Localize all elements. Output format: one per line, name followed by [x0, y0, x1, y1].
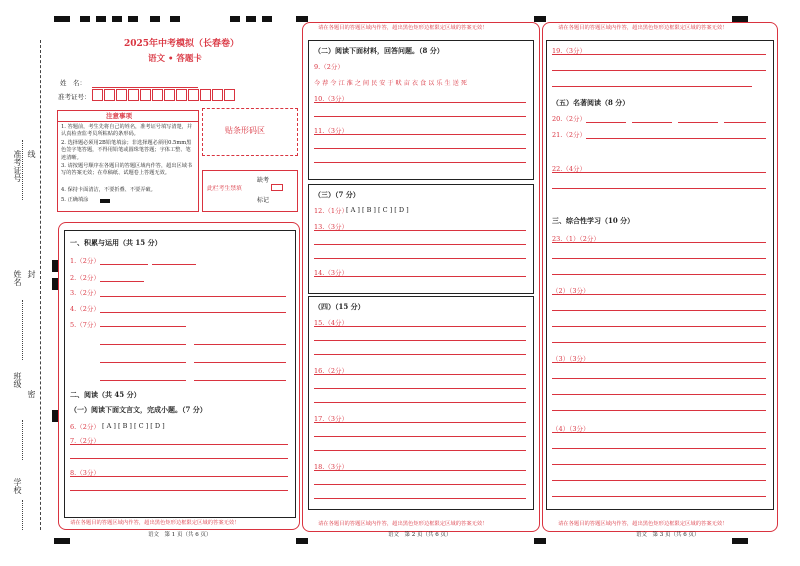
answer-line[interactable]: [70, 458, 288, 459]
exam-no-cell[interactable]: [116, 89, 127, 101]
section-title: （四）（15 分）: [314, 302, 365, 311]
question-19: 19.（3分）: [552, 47, 586, 55]
region-warning: 请在各题目的答题区域内作答，超出黑色矩形边框限定区域的答案无效！: [318, 25, 488, 31]
registration-mark: [54, 16, 70, 22]
question-18: 18.（3分）: [314, 463, 348, 471]
question-17: 17.（3分）: [314, 415, 348, 423]
blank-line: [22, 420, 23, 460]
answer-line[interactable]: [552, 394, 766, 395]
exam-no-grid[interactable]: [92, 89, 242, 101]
answer-line[interactable]: [552, 448, 766, 449]
answer-line[interactable]: [100, 312, 286, 313]
answer-line[interactable]: [70, 444, 288, 445]
answer-line[interactable]: [314, 326, 526, 327]
question-15: 15.（4分）: [314, 319, 348, 327]
answer-frame: [546, 40, 774, 510]
answer-line[interactable]: [70, 476, 288, 477]
name-label: 姓 名：: [60, 79, 86, 87]
side-line: 线: [27, 150, 36, 158]
answer-line[interactable]: [586, 138, 766, 139]
question-21: 21.（2分）: [552, 131, 586, 139]
answer-line[interactable]: [552, 464, 766, 465]
exam-no-cell[interactable]: [188, 89, 199, 101]
answer-line[interactable]: [552, 294, 766, 295]
blank-line: [22, 500, 23, 530]
answer-line[interactable]: [552, 362, 766, 363]
registration-mark: [230, 16, 240, 22]
page-footer: 语文 第 3 页（共 6 页）: [636, 532, 700, 538]
exam-no-cell[interactable]: [200, 89, 211, 101]
answer-line[interactable]: [314, 402, 526, 403]
question-2: 2.（2分）: [70, 274, 100, 282]
answer-line[interactable]: [314, 484, 526, 485]
answer-line[interactable]: [314, 244, 526, 245]
notice-divider: [58, 121, 198, 122]
answer-line[interactable]: [314, 162, 526, 163]
region-warning: 请在各题目的答题区域内作答，超出黑色矩形边框限定区域的答案无效！: [558, 521, 728, 527]
section-title: 一、积累与运用（共 15 分）: [70, 238, 162, 247]
answer-line[interactable]: [314, 148, 526, 149]
answer-line[interactable]: [314, 470, 526, 471]
barcode-area: [202, 108, 298, 156]
exam-no-cell[interactable]: [140, 89, 151, 101]
question-10: 10.（3分）: [314, 95, 348, 103]
answer-line[interactable]: [100, 344, 186, 345]
question-11: 11.（3分）: [314, 127, 348, 135]
name-field[interactable]: [92, 87, 198, 88]
notice-box: [57, 110, 199, 212]
answer-line[interactable]: [552, 378, 766, 379]
answer-line[interactable]: [100, 362, 186, 363]
answer-line[interactable]: [552, 242, 766, 243]
answer-line[interactable]: [100, 380, 186, 381]
answer-line[interactable]: [314, 498, 526, 499]
blank-line: [22, 140, 23, 200]
registration-mark: [170, 16, 180, 22]
answer-line[interactable]: [552, 188, 766, 189]
registration-mark: [732, 538, 748, 544]
answer-line[interactable]: [724, 122, 766, 123]
registration-mark: [534, 538, 546, 544]
answer-line[interactable]: [552, 70, 766, 71]
question-23-4: （4）（3分）: [552, 425, 590, 433]
binding-line: [40, 40, 41, 530]
question-8: 8.（3分）: [70, 469, 100, 477]
answer-line[interactable]: [552, 54, 766, 55]
answer-line[interactable]: [194, 362, 286, 363]
exam-no-cell[interactable]: [224, 89, 235, 101]
question-14: 14.（3分）: [314, 269, 348, 277]
registration-mark: [112, 16, 122, 22]
answer-line[interactable]: [552, 326, 766, 327]
exam-no-cell[interactable]: [212, 89, 223, 101]
section-title: 三、综合性学习（10 分）: [552, 216, 635, 225]
registration-mark: [262, 16, 272, 22]
side-exam-no: 准考证号: [13, 150, 22, 182]
answer-line[interactable]: [314, 340, 526, 341]
question-12: 12.（1分）: [314, 207, 348, 215]
registration-mark: [296, 16, 308, 22]
notice-item: 2. 选择题必须用2B铅笔填涂；非选择题必须用0.5mm黑色签字笔答题，不得用铅笔或圆珠笔答题；字体工整、笔迹清晰。: [61, 140, 192, 161]
exam-no-cell[interactable]: [92, 89, 103, 101]
side-seal: 封: [27, 270, 36, 278]
answer-line[interactable]: [552, 172, 766, 173]
answer-line[interactable]: [586, 122, 626, 123]
fill-sample: [100, 199, 110, 203]
question-6: 6.（2分）: [70, 423, 100, 431]
registration-mark: [80, 16, 90, 22]
absent-mark-label-2: 标记: [257, 197, 270, 204]
answer-line[interactable]: [70, 490, 288, 491]
answer-line[interactable]: [314, 422, 526, 423]
registration-mark: [128, 16, 138, 22]
question-1: 1.（2分）: [70, 257, 100, 265]
region-warning: 请在各题目的答题区域内作答，超出黑色矩形边框限定区域的答案无效！: [70, 520, 240, 526]
absent-box: [202, 170, 298, 212]
side-school: 学校: [13, 478, 22, 494]
region-warning: 请在各题目的答题区域内作答，超出黑色矩形边框限定区域的答案无效！: [318, 521, 488, 527]
answer-line[interactable]: [314, 354, 526, 355]
absent-checkbox[interactable]: [271, 184, 283, 191]
subsection-title: （一）阅读下面文言文，完成小题。（7 分）: [70, 405, 207, 414]
question-5: 5.（7分）: [70, 321, 100, 329]
answer-line[interactable]: [100, 264, 148, 265]
side-class: 班级: [13, 372, 22, 388]
choice-options[interactable]: [ A ] [ B ] [ C ] [ D ]: [102, 422, 165, 430]
answer-line[interactable]: [100, 326, 186, 327]
question-23-3: （3）（3分）: [552, 355, 590, 363]
question-13: 13.（3分）: [314, 223, 348, 231]
region-warning: 请在各题目的答题区域内作答，超出黑色矩形边框限定区域的答案无效！: [558, 25, 728, 31]
page-subtitle: 语文 • 答题卡: [148, 54, 202, 64]
answer-line[interactable]: [552, 342, 766, 343]
answer-line[interactable]: [552, 480, 766, 481]
answer-line[interactable]: [314, 276, 526, 277]
side-secret: 密: [27, 390, 36, 398]
notice-item: 1. 答题前，考生先将自己的姓名，准考证号填写清楚，并认真检查监考员所粘贴的条形码。: [61, 124, 193, 138]
absent-mark-label: 缺考: [257, 177, 270, 184]
question-16: 16.（2分）: [314, 367, 348, 375]
exam-no-cell[interactable]: [104, 89, 115, 101]
registration-mark: [296, 538, 308, 544]
blank-line: [22, 300, 23, 360]
answer-line[interactable]: [100, 281, 144, 282]
section-title: （三）（7 分）: [314, 190, 360, 199]
question-22: 22.（4分）: [552, 165, 586, 173]
answer-frame: [308, 40, 534, 180]
answer-line[interactable]: [552, 310, 766, 311]
answer-line[interactable]: [314, 230, 526, 231]
answer-line[interactable]: [314, 374, 526, 375]
answer-line[interactable]: [194, 344, 286, 345]
answer-line[interactable]: [194, 380, 286, 381]
answer-line[interactable]: [552, 410, 766, 411]
answer-line[interactable]: [552, 432, 766, 433]
registration-mark: [534, 16, 546, 22]
barcode-label: 贴条形码区: [225, 126, 265, 135]
answer-line[interactable]: [152, 264, 196, 265]
absent-label: 此栏考生禁填: [207, 186, 242, 192]
exam-no-label: 准考证号：: [58, 93, 91, 101]
exam-no-cell[interactable]: [152, 89, 163, 101]
answer-frame: [308, 184, 534, 294]
choice-options[interactable]: [ A ] [ B ] [ C ] [ D ]: [346, 206, 409, 214]
notice-item: 4. 保持卡面清洁，不要折叠、不要弄破。: [61, 187, 156, 193]
answer-line[interactable]: [678, 122, 718, 123]
notice-title: 注意事项: [106, 112, 132, 120]
answer-line[interactable]: [314, 258, 526, 259]
q9-text: 今 荐 令 江 淮 之 间 民 安 于 畎 亩 衣 食 以 乐 生 送 死: [314, 80, 467, 87]
registration-mark: [96, 16, 106, 22]
side-name: 姓名: [13, 270, 22, 286]
answer-line[interactable]: [314, 450, 526, 451]
answer-line[interactable]: [552, 274, 766, 275]
question-23: 23.（1）（2分）: [552, 235, 600, 243]
exam-no-cell[interactable]: [128, 89, 139, 101]
answer-line[interactable]: [552, 258, 766, 259]
answer-line[interactable]: [314, 134, 526, 135]
section-title: （五）名著阅读（8 分）: [552, 98, 630, 107]
question-4: 4.（2分）: [70, 305, 100, 313]
question-3: 3.（2分）: [70, 289, 100, 297]
answer-line[interactable]: [100, 296, 286, 297]
answer-line[interactable]: [314, 116, 526, 117]
registration-mark: [150, 16, 160, 22]
page-footer: 语文 第 1 页（共 6 页）: [148, 532, 212, 538]
registration-mark: [246, 16, 256, 22]
answer-line[interactable]: [314, 436, 526, 437]
answer-line[interactable]: [632, 122, 672, 123]
exam-no-cell[interactable]: [164, 89, 175, 101]
question-7: 7.（2分）: [70, 437, 100, 445]
section-title: 二、阅读（共 45 分）: [70, 390, 141, 399]
question-20: 20.（2分）: [552, 115, 586, 123]
answer-line[interactable]: [314, 388, 526, 389]
page-footer: 语文 第 2 页（共 6 页）: [388, 532, 452, 538]
answer-frame: [308, 296, 534, 510]
answer-line[interactable]: [314, 102, 526, 103]
question-9: 9.（2分）: [314, 63, 344, 71]
notice-item: 3. 请按题号顺序在各题目的答题区域内作答，超出区域书写的答案无效；在草稿纸、试题卷上答题无效。: [61, 163, 193, 177]
answer-line[interactable]: [552, 496, 766, 497]
registration-mark: [54, 538, 70, 544]
notice-item: 5. 正确填涂: [61, 197, 89, 203]
page-title: 2025年中考模拟（长春卷）: [124, 39, 240, 49]
question-23-2: （2）（3分）: [552, 287, 590, 295]
section-title: （二）阅读下面材料，回答问题。（8 分）: [314, 46, 444, 55]
answer-line[interactable]: [552, 86, 752, 87]
exam-no-cell[interactable]: [176, 89, 187, 101]
